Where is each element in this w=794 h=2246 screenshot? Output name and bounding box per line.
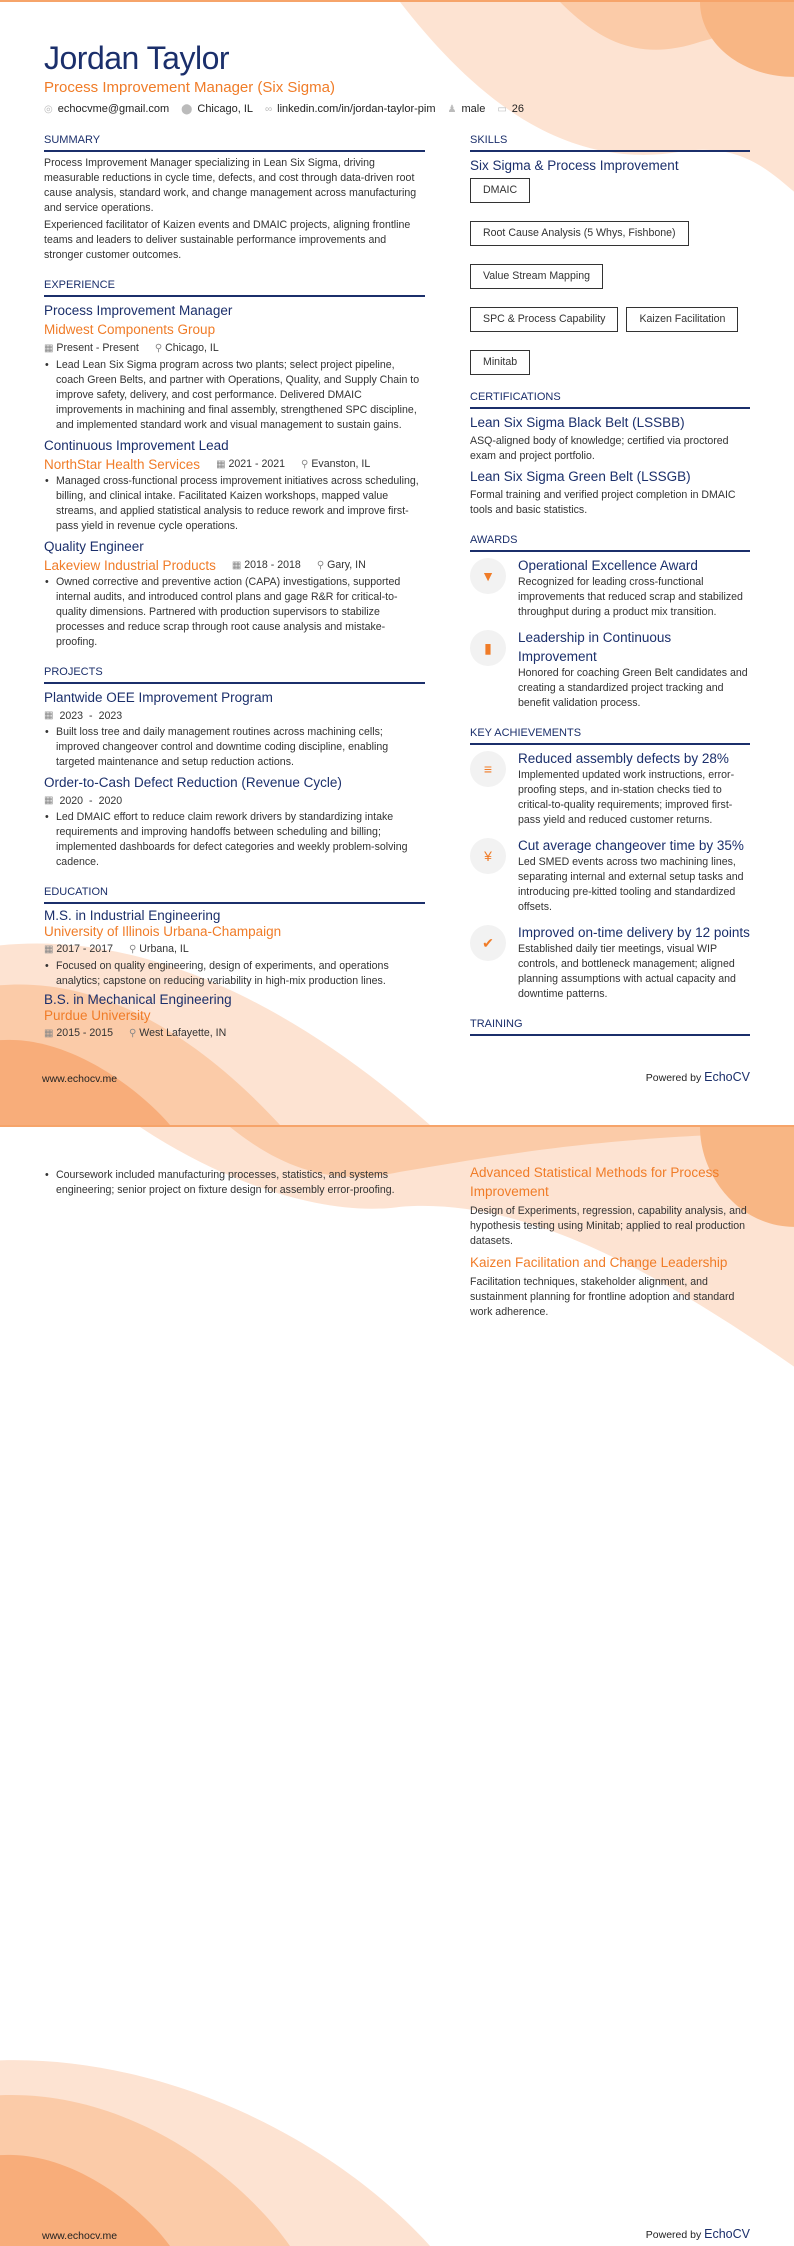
- award-item: [470, 556, 750, 620]
- bookmark-icon: ▼: [470, 558, 506, 594]
- footer-powered[interactable]: [646, 1070, 750, 1085]
- project-entry: [44, 773, 425, 870]
- contact-age: [497, 102, 524, 117]
- entry-company: NorthStar Health Services: [44, 457, 201, 472]
- powered-label: Powered by: [645, 2229, 702, 2241]
- skill-tag: DMAIC: [470, 178, 530, 203]
- link-icon: ∞: [265, 104, 273, 115]
- award-item: [470, 628, 750, 711]
- skill-tag: SPC & Process Capability: [470, 307, 618, 332]
- cert-desc: Formal training and verified project completion in DMAIC tools and basic statistics.: [470, 489, 736, 516]
- end-date: Present: [102, 342, 139, 354]
- award-title: Operational Excellence Award: [518, 558, 698, 573]
- training-title: Kaizen Facilitation and Change Leadership: [470, 1255, 728, 1270]
- candidate-title: Process Improvement Manager (Six Sigma): [44, 79, 335, 96]
- contact-text: Chicago, IL: [197, 103, 254, 115]
- entry-location: Gary, IN: [327, 559, 366, 571]
- projects-section: [44, 665, 425, 870]
- section-heading: KEY ACHIEVEMENTS: [470, 726, 750, 745]
- entry-company: Midwest Components Group: [44, 322, 216, 337]
- brand-logo: EchoCV: [704, 1070, 750, 1084]
- section-heading: SUMMARY: [44, 133, 425, 152]
- experience-entry: [44, 537, 425, 650]
- section-heading: SKILLS: [470, 133, 750, 152]
- contact-email[interactable]: [44, 102, 169, 117]
- contact-bar: [44, 102, 524, 117]
- end-date: 2023: [98, 710, 123, 722]
- summary-section: [44, 133, 425, 263]
- experience-entry: [44, 301, 425, 433]
- achievement-title: Cut average changeover time by 35%: [518, 838, 744, 853]
- contact-text: linkedin.com/in/jordan-taylor-pim: [277, 103, 436, 115]
- awards-section: [470, 533, 750, 711]
- education-entry: [44, 908, 425, 989]
- skill-group-title: Six Sigma & Process Improvement: [470, 158, 679, 173]
- award-desc: Honored for coaching Green Belt candidates and creating a standardized project tracking and benefit validation process.: [518, 667, 748, 709]
- entry-location: Urbana, IL: [139, 943, 189, 955]
- entry-bullet: • Owned corrective and preventive action (CAPA) investigations, supported internal audits, and introduced control plans and gage R&R for critical-to-quality dimensions. Partnered with production supervisors to stabilize processes and reduce scrap through root cause analysis and mistake-proofing.: [44, 575, 425, 650]
- skill-tag: Value Stream Mapping: [470, 264, 603, 289]
- calendar-icon: ▦: [44, 795, 54, 806]
- section-heading: EXPERIENCE: [44, 278, 425, 297]
- entry-meta: ▦ 2017 - 2017 ⚲ Urbana, IL: [44, 943, 189, 955]
- achievement-title: Improved on-time delivery by 12 points: [518, 925, 750, 940]
- entry-meta: ▦ Present - Present ⚲ Chicago, IL: [44, 342, 219, 354]
- entry-meta: ▦ 2021 - 2021 ⚲ Evanston, IL: [216, 458, 371, 470]
- education-section: [44, 885, 425, 1043]
- entry-location: Chicago, IL: [165, 342, 219, 354]
- summary-paragraph: Process Improvement Manager specializing in Lean Six Sigma, driving measurable reductions in cycle time, defects, and cost through data-driven root cause analysis, standard work, and change management across manufacturing and service operations.: [44, 157, 417, 214]
- contact-location: [181, 102, 253, 117]
- candidate-name: Jordan Taylor: [44, 40, 230, 76]
- start-date: 2018: [244, 559, 268, 571]
- end-date: 2017: [89, 943, 113, 955]
- project-entry: [44, 688, 425, 770]
- cert-title: Lean Six Sigma Black Belt (LSSBB): [470, 415, 685, 430]
- resume-page-2: [0, 1125, 794, 2246]
- powered-label: Powered by: [645, 1072, 702, 1084]
- skill-tags: [470, 178, 750, 375]
- entry-bullet: • Led DMAIC effort to reduce claim rework drivers by standardizing intake requirements and improving handoffs between scheduling and billing; implemented dashboards for defect categories and weekly problem-solving cadence.: [44, 810, 425, 870]
- end-date: 2018: [277, 559, 301, 571]
- achievement-desc: Established daily tier meetings, visual WIP controls, and bottleneck management; aligned planning assumptions with actual capacity and downtime patterns.: [518, 943, 736, 1000]
- experience-section: [44, 278, 425, 650]
- lines-icon: ≡: [470, 751, 506, 787]
- location-icon: ⚲: [128, 1028, 137, 1039]
- entry-school: University of Illinois Urbana-Champaign: [44, 924, 282, 939]
- start-date: 2017: [56, 943, 80, 955]
- calendar-icon: ▦: [44, 944, 54, 955]
- entry-bullet: • Coursework included manufacturing processes, statistics, and systems engineering; senior project on fixture design for assembly error-proofing.: [44, 1168, 424, 1198]
- training-desc: Facilitation techniques, stakeholder alignment, and sustainment planning for frontline adoption and standard work adherence.: [470, 1276, 735, 1318]
- calendar-icon: ▦: [44, 343, 54, 354]
- location-icon: ⚲: [154, 343, 163, 354]
- contact-text: male: [461, 103, 486, 115]
- achievement-item: [470, 923, 750, 1002]
- section-heading: EDUCATION: [44, 885, 425, 904]
- section-heading: AWARDS: [470, 533, 750, 552]
- footer-site-link[interactable]: www.echocv.me: [42, 2230, 118, 2242]
- skills-section: [470, 133, 750, 375]
- location-icon: ⚲: [316, 560, 325, 571]
- calendar-icon: ▦: [216, 459, 226, 470]
- location-icon: ⚲: [128, 944, 137, 955]
- cert-desc: ASQ-aligned body of knowledge; certified via proctored exam and project portfolio.: [470, 435, 729, 462]
- award-title: Leadership in Continuous Improvement: [518, 630, 672, 664]
- entry-title: Plantwide OEE Improvement Program: [44, 690, 273, 705]
- certifications-section: [470, 390, 750, 518]
- calendar-icon: ▦: [44, 1028, 54, 1039]
- entry-company: Lakeview Industrial Products: [44, 558, 216, 573]
- end-date: 2021: [261, 458, 286, 470]
- person-icon: ♟: [447, 104, 457, 115]
- award-desc: Recognized for leading cross-functional improvements that reduced scrap and stabilized throughput during a product mix transition.: [518, 576, 743, 618]
- summary-paragraph: Experienced facilitator of Kaizen events and DMAIC projects, aligning frontline teams and leaders to deliver sustainable performance improvements and stronger customer outcomes.: [44, 219, 411, 261]
- entry-bullet: • Built loss tree and daily management routines across machining cells; improved changeover control and downtime coding discipline, enabling targeted maintenance and setup reduction actions.: [44, 725, 425, 770]
- achievement-desc: Led SMED events across two machining lines, separating internal and external setup tasks and introducing pre-kitted tooling and standardized offsets.: [518, 856, 744, 913]
- training-continued: [470, 1163, 750, 1320]
- entry-meta: ▦ 2015 - 2015 ⚲ West Lafayette, IN: [44, 1027, 227, 1039]
- document-icon: ▮: [470, 630, 506, 666]
- start-date: 2015: [56, 1027, 80, 1039]
- start-date: 2021: [228, 458, 253, 470]
- left-column: [44, 133, 425, 1058]
- footer-powered[interactable]: [646, 2227, 750, 2242]
- section-heading: PROJECTS: [44, 665, 425, 684]
- start-date: 2020: [59, 795, 84, 807]
- start-date: Present: [56, 342, 93, 354]
- start-date: 2023: [59, 710, 84, 722]
- brand-logo: EchoCV: [704, 2227, 750, 2241]
- entry-location: West Lafayette, IN: [139, 1027, 227, 1039]
- end-date: 2020: [98, 795, 123, 807]
- achievement-title: Reduced assembly defects by 28%: [518, 751, 729, 766]
- calendar-icon: ▭: [497, 104, 507, 115]
- location-icon: ⚲: [301, 459, 309, 470]
- training-desc: Design of Experiments, regression, capability analysis, and hypothesis testing using Minitab; applied to real production datasets.: [470, 1205, 747, 1247]
- calendar-icon: ▦: [231, 560, 242, 571]
- entry-meta: ▦ 2018 - 2018 ⚲ Gary, IN: [231, 559, 366, 571]
- document-check-icon: ✔: [470, 925, 506, 961]
- contact-gender: [448, 102, 486, 117]
- skill-tag: Root Cause Analysis (5 Whys, Fishbone): [470, 221, 689, 246]
- end-date: 2015: [89, 1027, 113, 1039]
- entry-location: Evanston, IL: [311, 458, 371, 470]
- email-icon: ◎: [44, 104, 53, 115]
- education-entry: [44, 992, 425, 1043]
- skill-tag: Minitab: [470, 350, 530, 375]
- training-section: [470, 1017, 750, 1036]
- entry-title: Continuous Improvement Lead: [44, 438, 229, 453]
- calendar-icon: ▦: [44, 710, 54, 721]
- section-heading: CERTIFICATIONS: [470, 390, 750, 409]
- entry-school: Purdue University: [44, 1008, 151, 1023]
- entry-bullet: • Lead Lean Six Sigma program across two plants; select project pipeline, coach Green Belts, and partner with Operations, Quality, and Supply Chain to improve safety, delivery, and cost performance. Delivered DMAIC improvements in machining and final assembly, strengthened SPC discipline, and implemented standard work and visual management to sustain gains.: [44, 358, 425, 433]
- contact-linkedin[interactable]: [265, 102, 435, 117]
- location-icon: ⬤: [181, 104, 193, 115]
- entry-title: Order-to-Cash Defect Reduction (Revenue Cycle): [44, 775, 342, 790]
- contact-text: echocvme@gmail.com: [57, 103, 170, 115]
- entry-degree: M.S. in Industrial Engineering: [44, 908, 221, 923]
- entry-bullet: • Focused on quality engineering, design of experiments, and operations analytics; capstone on reducing variability in high-mix production lines.: [44, 959, 425, 989]
- right-column: [470, 133, 750, 1051]
- cert-title: Lean Six Sigma Green Belt (LSSGB): [470, 469, 691, 484]
- entry-meta: ▦ 2020 - 2020: [44, 792, 425, 810]
- training-title: Advanced Statistical Methods for Process Improvement: [470, 1165, 720, 1199]
- entry-bullet: • Managed cross-functional process improvement initiatives across scheduling, billing, and clinical intake. Facilitated Kaizen workshops, mapped value streams, and applied statistical analysis to reduce rework and improve first-pass yield in revenue cycle operations.: [44, 474, 425, 534]
- coin-icon: ¥: [470, 838, 506, 874]
- footer-site-link[interactable]: www.echocv.me: [42, 1073, 118, 1085]
- left-column-continued: [44, 1168, 424, 1201]
- entry-title: Quality Engineer: [44, 539, 144, 554]
- contact-text: 26: [511, 103, 525, 115]
- entry-meta: ▦ 2023 - 2023: [44, 707, 425, 725]
- section-heading: TRAINING: [470, 1017, 750, 1036]
- achievements-section: [470, 726, 750, 1002]
- experience-entry: [44, 436, 425, 534]
- achievement-item: [470, 836, 750, 915]
- achievement-item: [470, 749, 750, 828]
- entry-degree: B.S. in Mechanical Engineering: [44, 992, 232, 1007]
- achievement-desc: Implemented updated work instructions, error-proofing steps, and in-station checks tied to critical-to-quality requirements; improved first-pass yield and reduced customer returns.: [518, 769, 735, 826]
- skill-tag: Kaizen Facilitation: [626, 307, 738, 332]
- entry-title: Process Improvement Manager: [44, 303, 233, 318]
